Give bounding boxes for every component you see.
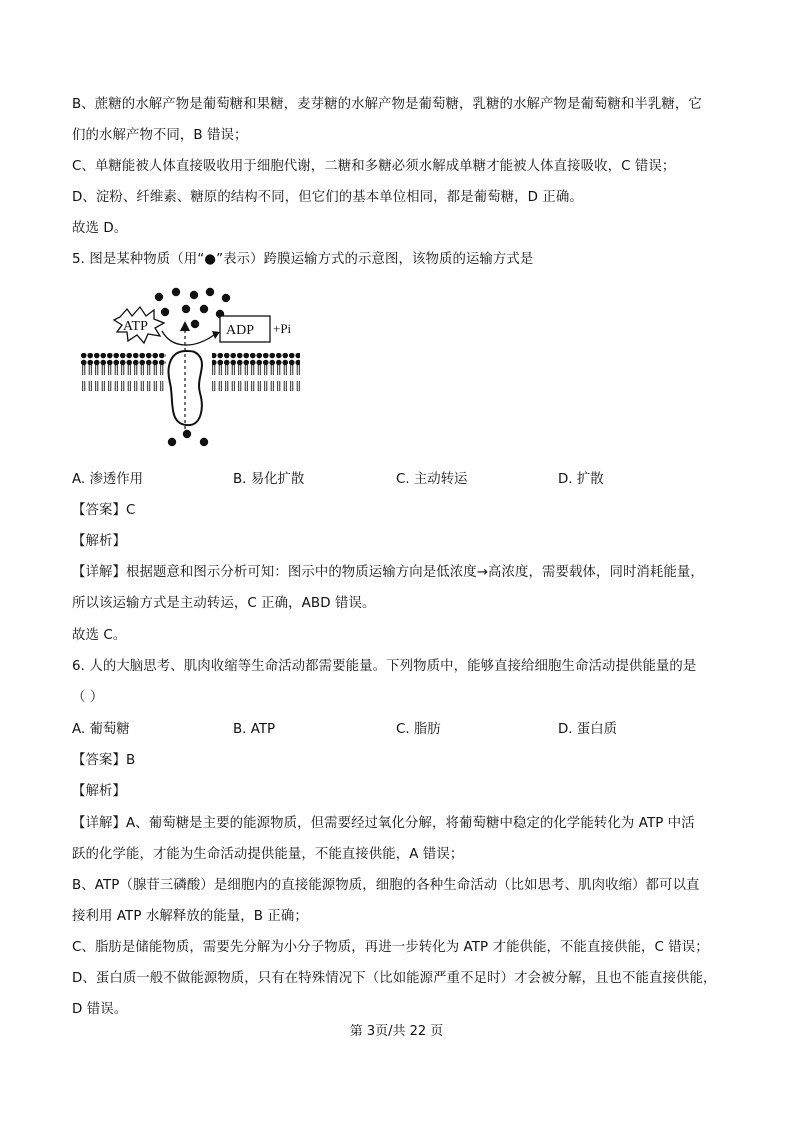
q5-conclusion: 故选 C。 bbox=[72, 628, 127, 643]
solute-particles-inside bbox=[168, 430, 208, 446]
q6-option-c: C. 脂肪 bbox=[396, 722, 441, 737]
q6-detail: D 错误。 bbox=[72, 1002, 128, 1017]
text-line: 故选 D。 bbox=[72, 221, 128, 236]
text-line: C、单糖能被人体直接吸收用于细胞代谢，二糖和多糖必须水解成单糖才能被人体直接吸收，C 错误； bbox=[72, 159, 676, 174]
question-6-stem: 6. 人的大脑思考、肌肉收缩等生命活动都需要能量。下列物质中，能够直接给细胞生命活动提供能量的是 bbox=[72, 659, 697, 674]
arrow-up-icon bbox=[180, 321, 190, 331]
q6-analysis-heading: 【解析】 bbox=[72, 784, 126, 799]
q6-answer: 【答案】B bbox=[72, 753, 136, 768]
q5-option-c: C. 主动转运 bbox=[396, 472, 468, 487]
lipid-bilayer-left bbox=[80, 353, 166, 391]
q6-detail: C、脂肪是储能物质，需要先分解为小分子物质，再进一步转化为 ATP 才能供能，不能直接供能，C 错误； bbox=[72, 940, 709, 955]
q6-detail: 【详解】A、葡萄糖是主要的能源物质，但需要经过氧化分解，将葡萄糖中稳定的化学能转化为 ATP 中活 bbox=[72, 816, 695, 831]
q5-option-a: A. 渗透作用 bbox=[72, 472, 143, 487]
q6-option-d: D. 蛋白质 bbox=[558, 722, 617, 737]
q6-option-b: B. ATP bbox=[233, 722, 276, 737]
pi-label: +Pi bbox=[273, 321, 292, 336]
q5-option-d: D. 扩散 bbox=[558, 472, 604, 487]
q6-detail: 跃的化学能，才能为生命活动提供能量，不能直接供能，A 错误； bbox=[72, 847, 464, 862]
q6-detail: B、ATP（腺苷三磷酸）是细胞内的直接能源物质，细胞的各种生命活动（比如思考、肌肉收缩）都可以直 bbox=[72, 878, 700, 893]
adp-label: ADP bbox=[226, 323, 255, 338]
question-6-blank: （ ） bbox=[72, 690, 104, 705]
q5-detail: 所以该运输方式是主动转运，C 正确，ABD 错误。 bbox=[72, 596, 376, 611]
q5-option-b: B. 易化扩散 bbox=[233, 472, 305, 487]
page-number-footer: 第 3页/共 22 页 bbox=[349, 1024, 444, 1039]
q5-detail: 【详解】根据题意和图示分析可知：图示中的物质运输方向是低浓度→高浓度，需要载体，同时消耗能量， bbox=[72, 565, 704, 580]
q6-option-a: A. 葡萄糖 bbox=[72, 722, 130, 737]
q6-detail: 接利用 ATP 水解释放的能量，B 正确； bbox=[72, 909, 308, 924]
active-transport-diagram bbox=[74, 283, 308, 453]
text-line: B、蔗糖的水解产物是葡萄糖和果糖，麦芽糖的水解产物是葡萄糖，乳糖的水解产物是葡萄糖和半乳糖，它 bbox=[72, 97, 702, 112]
q6-detail: D、蛋白质一般不做能源物质，只有在特殊情况下（比如能源严重不足时）才会被分解，且也不能直接供能， bbox=[72, 971, 717, 986]
text-line: D、淀粉、纤维素、糖原的结构不同，但它们的基本单位相同，都是葡萄糖，D 正确。 bbox=[72, 190, 583, 205]
question-5-stem: 5. 图是某种物质（用“●”表示）跨膜运输方式的示意图，该物质的运输方式是 bbox=[72, 252, 534, 267]
solute-particles-outside bbox=[155, 288, 230, 328]
q5-answer: 【答案】C bbox=[72, 503, 136, 518]
membrane-figure-svg bbox=[74, 283, 308, 453]
lipid-bilayer-right bbox=[212, 353, 300, 391]
energy-arrow bbox=[162, 331, 214, 345]
text-line: 们的水解产物不同，B 错误； bbox=[72, 128, 248, 143]
q5-analysis-heading: 【解析】 bbox=[72, 534, 126, 549]
atp-label: ATP bbox=[123, 319, 148, 334]
